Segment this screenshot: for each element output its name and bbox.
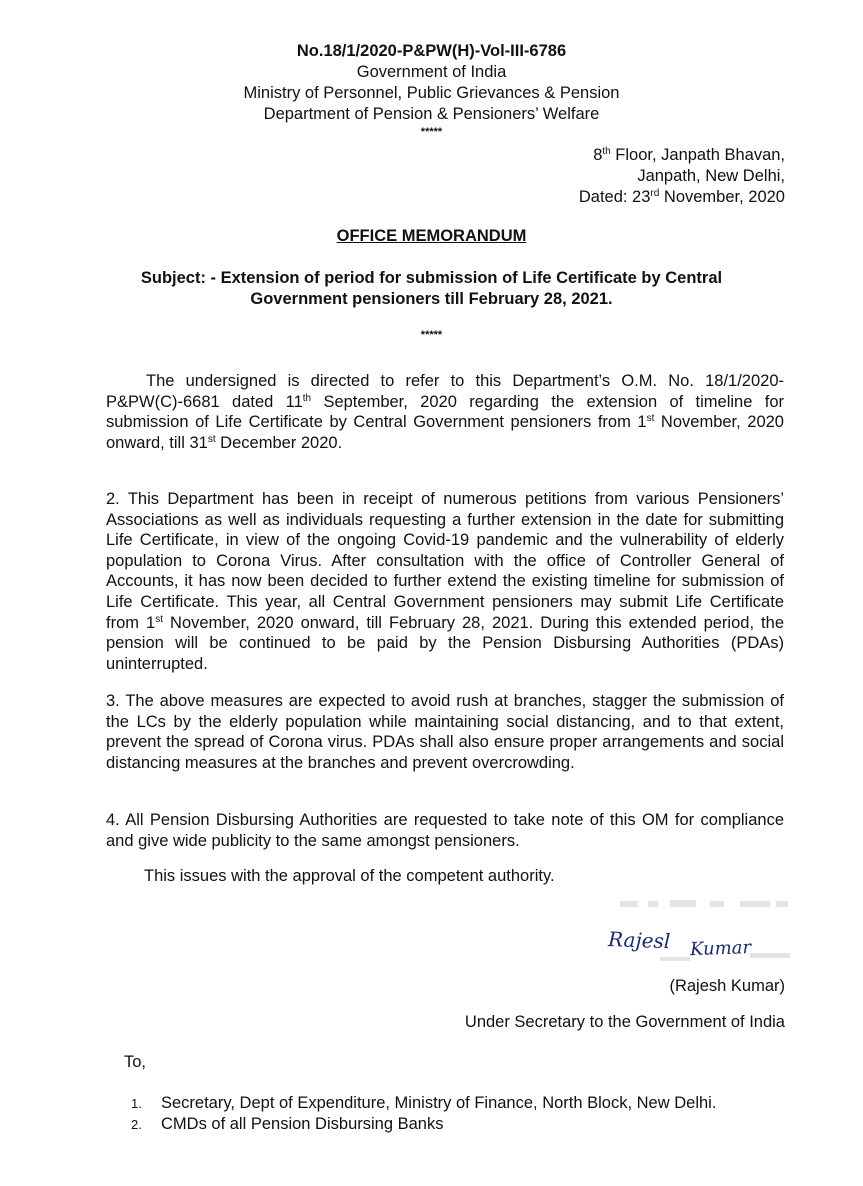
address-line-1: 8th Floor, Janpath Bhavan, [593,146,785,164]
subject-line-2: Government pensioners till February 28, 2021. [250,290,613,308]
address-line-2: Janpath, New Delhi, [637,167,785,185]
file-number: No.18/1/2020-P&PW(H)-Vol-III-6786 [296,42,567,60]
memo-title: OFFICE MEMORANDUM [336,227,527,245]
svg-text:Rajesl: Rajesl [607,927,671,954]
department-line: Department of Pension & Pensioners’ Welfare [263,105,600,123]
svg-text:Kumar: Kumar [689,937,752,961]
recipient-item: 2. CMDs of all Pension Disbursing Banks [131,1115,444,1133]
signatory-name: (Rajesh Kumar) [669,977,785,995]
government-line: Government of India [356,63,507,81]
paragraph-2: 2. This Department has been in receipt of numerous petitions from various Pensioners’ Associations as well as individuals requesting a further extension in the date for submitting Life Certificate, in view of the ongoing Covid-19 pandemic and the vulnerability of elderly population to Corona Virus. After consultation with the office of Controller General of Accounts, it has now been decided to further extend the existing timeline for submission of Life Certificate. This year, all Central Government pensioners may submit Life Certificate from 1st November, 2020 onward, till February 28, 2021. During this extended period, the pension will be continued to be paid by the Pension Disbursing Authorities (PDAs) uninterrupted. [106,490,784,673]
signatory-designation: Under Secretary to the Government of India [464,1013,785,1031]
to-label: To, [124,1053,147,1071]
paragraph-3: 3. The above measures are expected to avoid rush at branches, stagger the submission of the LCs by the elderly population while maintaining social distancing, and to that extent, prevent the spread of Corona virus. PDAs shall also ensure proper arrangements and social distancing measures at the branches and prevent overcrowding. [106,692,784,772]
subject-stars: ***** [420,329,443,341]
recipient-item: 1. Secretary, Dept of Expenditure, Ministry of Finance, North Block, New Delhi. [131,1094,717,1112]
ministry-line: Ministry of Personnel, Public Grievances & Pension [243,84,620,102]
subject-line-1: Subject: - Extension of period for submission of Life Certificate by Central [140,269,723,287]
handwritten-signature [604,924,774,962]
header-stars: ***** [420,126,443,138]
memo-date: Dated: 23rd November, 2020 [578,188,785,206]
paragraph-1: The undersigned is directed to refer to this Department’s O.M. No. 18/1/2020-P&PW(C)-6681 dated 11th September, 2020 regarding the extension of timeline for submission of Life Certificate by Central Government pensioners from 1st November, 2020 onward, till 31st December 2020. [106,372,784,452]
paragraph-4: 4. All Pension Disbursing Authorities are requested to take note of this OM for compliance and give wide publicity to the same amongst pensioners. [106,811,784,850]
approval-line: This issues with the approval of the competent authority. [144,867,555,885]
